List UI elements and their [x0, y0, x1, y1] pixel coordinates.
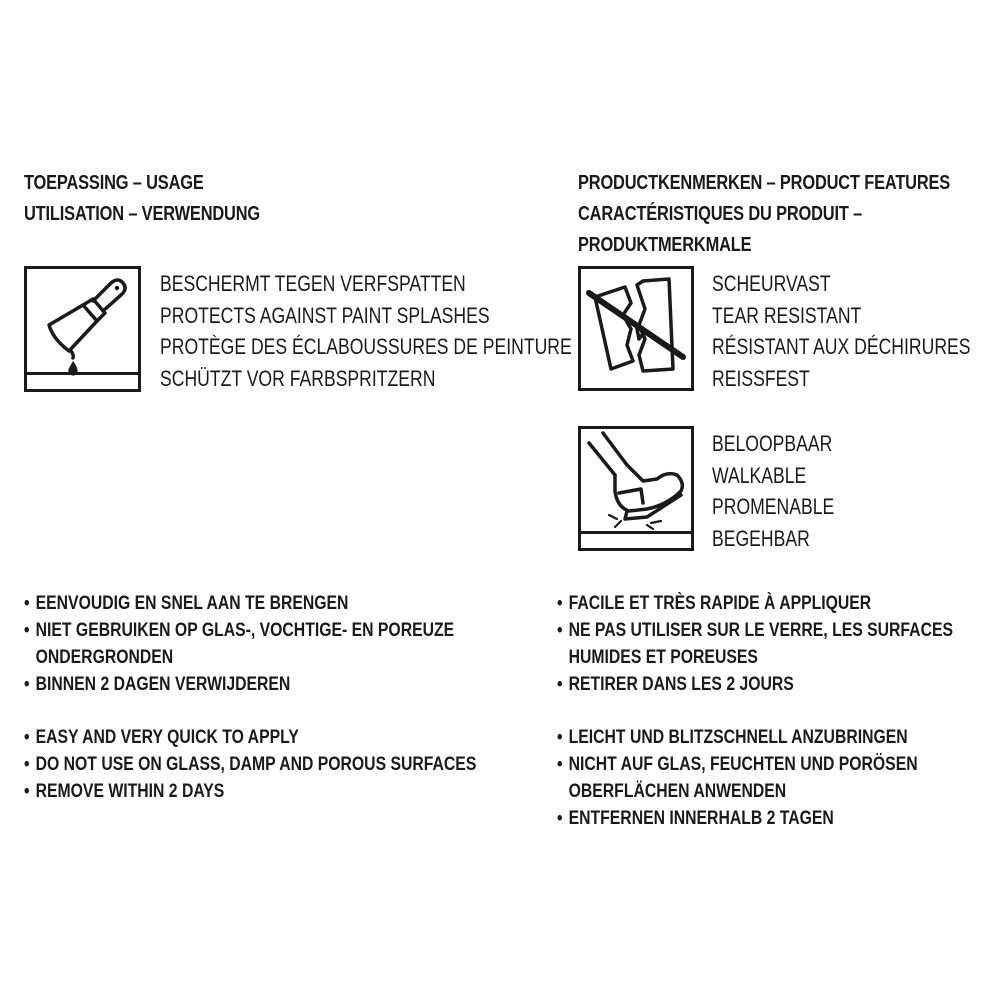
instruction-line: • DO NOT USE ON GLASS, DAMP AND POROUS SURFACES	[35, 754, 477, 775]
instruction-item	[557, 617, 953, 671]
feature-line: BEGEHBAR	[712, 525, 810, 551]
instruction-line: ONDERGRONDEN	[35, 647, 174, 668]
tear-resistant-graphic	[581, 269, 690, 387]
instruction-item	[24, 671, 454, 698]
walking-boot-graphic	[581, 429, 690, 547]
instruction-item	[557, 751, 918, 805]
usage-feature-text	[160, 268, 572, 394]
feature-line: BESCHERMT TEGEN VERFSPATTEN	[160, 271, 466, 296]
icon-floor-line	[581, 531, 691, 534]
feature-line: PROMENABLE	[712, 494, 835, 519]
instruction-line: • EASY AND VERY QUICK TO APPLY	[35, 727, 299, 748]
features-heading-line: PRODUCTKENMERKEN – PRODUCT FEATURES	[578, 172, 951, 194]
instruction-line: • NE PAS UTILISER SUR LE VERRE, LES SURFACES	[568, 620, 954, 641]
instruction-item	[557, 805, 918, 832]
instruction-item	[24, 724, 476, 751]
features-heading-line: CARACTÉRISTIQUES DU PRODUIT –	[578, 203, 863, 225]
instruction-line: • FACILE ET TRÈS RAPIDE À APPLIQUER	[568, 593, 872, 614]
instruction-item	[24, 751, 476, 778]
usage-heading	[24, 168, 260, 230]
usage-heading-line: TOEPASSING – USAGE	[24, 172, 204, 194]
features-heading-line: PRODUKTMERKMALE	[578, 234, 752, 256]
tear-resistant-text	[712, 268, 971, 394]
walking-boot-icon	[578, 426, 694, 551]
instructions-french	[557, 590, 953, 698]
instruction-line: • REMOVE WITHIN 2 DAYS	[35, 781, 225, 802]
instruction-line: • NICHT AUF GLAS, FEUCHTEN UND PORÖSEN	[568, 754, 918, 775]
instruction-item	[557, 590, 953, 617]
instruction-item	[557, 724, 918, 751]
instruction-line: • EENVOUDIG EN SNEL AAN TE BRENGEN	[35, 593, 349, 614]
feature-line: PROTECTS AGAINST PAINT SPLASHES	[160, 302, 490, 328]
instruction-line: • ENTFERNEN INNERHALB 2 TAGEN	[568, 808, 834, 829]
instruction-line: • LEICHT UND BLITZSCHNELL ANZUBRINGEN	[568, 727, 908, 748]
feature-line: WALKABLE	[712, 462, 807, 488]
walkable-text	[712, 428, 834, 554]
feature-line: TEAR RESISTANT	[712, 302, 862, 328]
instruction-line: • BINNEN 2 DAGEN VERWIJDEREN	[35, 674, 291, 695]
feature-line: SCHÜTZT VOR FARBSPRITZERN	[160, 365, 436, 391]
instructions-english	[24, 724, 476, 805]
instruction-item	[24, 617, 454, 671]
paint-brush-icon	[24, 266, 141, 392]
feature-line: SCHEURVAST	[712, 271, 831, 296]
instruction-line: HUMIDES ET POREUSES	[568, 647, 758, 668]
feature-line: REISSFEST	[712, 365, 810, 391]
feature-line: RÉSISTANT AUX DÉCHIRURES	[712, 334, 971, 359]
instruction-line: OBERFLÄCHEN ANWENDEN	[568, 781, 787, 802]
instruction-item	[24, 778, 476, 805]
instructions-german	[557, 724, 918, 832]
instruction-item	[557, 671, 953, 698]
usage-heading-line: UTILISATION – VERWENDUNG	[24, 203, 261, 225]
feature-line: PROTÈGE DES ÉCLABOUSSURES DE PEINTURE	[160, 334, 572, 359]
instruction-line: • RETIRER DANS LES 2 JOURS	[568, 674, 794, 695]
tear-resistant-icon	[578, 266, 694, 391]
feature-line: BELOOPBAAR	[712, 431, 833, 456]
icon-floor-line	[27, 372, 138, 375]
instructions-dutch	[24, 590, 454, 698]
paint-brush-graphic	[27, 269, 137, 388]
features-heading	[578, 168, 950, 261]
instruction-item	[24, 590, 454, 617]
instruction-line: • NIET GEBRUIKEN OP GLAS-, VOCHTIGE- EN POREUZE	[35, 620, 455, 641]
